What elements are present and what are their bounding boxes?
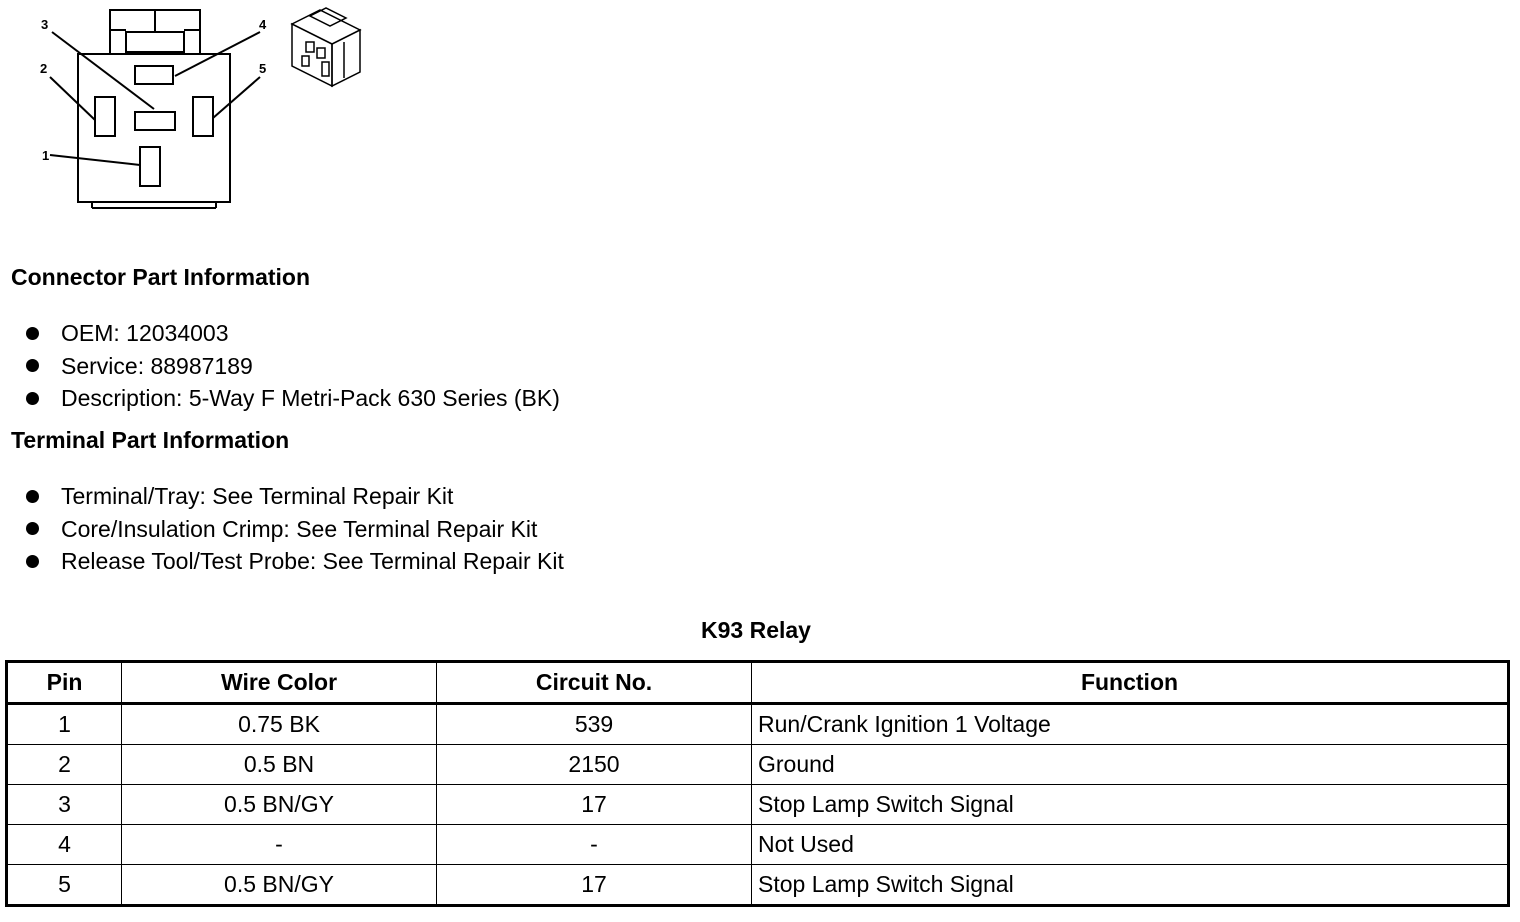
cell-function: Run/Crank Ignition 1 Voltage (752, 704, 1509, 745)
cell-function: Stop Lamp Switch Signal (752, 865, 1509, 906)
connector-oem: OEM: 12034003 (61, 320, 229, 346)
terminal-info-heading: Terminal Part Information (11, 427, 290, 453)
cell-pin: 2 (7, 745, 122, 785)
connector-info-heading: Connector Part Information (11, 264, 311, 290)
table-row (7, 745, 1509, 785)
list-item (26, 513, 564, 546)
cell-circuit-no: 17 (437, 865, 752, 906)
list-item (26, 480, 564, 513)
cell-circuit-no: 539 (437, 704, 752, 745)
pin-table (5, 660, 1510, 907)
cell-wire-color: 0.75 BK (122, 704, 437, 745)
list-item (26, 382, 560, 415)
table-row (7, 704, 1509, 745)
bullet-icon (26, 392, 39, 405)
table-row (7, 825, 1509, 865)
connector-service: Service: 88987189 (61, 352, 253, 379)
bullet-icon (26, 490, 39, 503)
cell-circuit-no: 2150 (437, 745, 752, 785)
connector-diagram (30, 0, 380, 215)
pin-label-2: 2 (40, 61, 48, 76)
connector-description: Description: 5-Way F Metri-Pack 630 Series (BK) (61, 385, 560, 411)
cell-pin: 4 (7, 825, 122, 865)
connector-iso-icon (292, 8, 360, 86)
bullet-icon (26, 359, 39, 372)
cell-pin: 1 (7, 704, 122, 745)
table-header-row (7, 662, 1509, 704)
cell-wire-color: 0.5 BN/GY (122, 785, 437, 825)
cavity-4 (135, 66, 173, 84)
cell-function: Stop Lamp Switch Signal (752, 785, 1509, 825)
terminal-release-tool: Release Tool/Test Probe: See Terminal Repair Kit (61, 548, 564, 574)
bullet-icon (26, 327, 39, 340)
cell-wire-color: 0.5 BN (122, 745, 437, 785)
cell-function: Ground (752, 745, 1509, 785)
cell-circuit-no: 17 (437, 785, 752, 825)
pin-label-1: 1 (42, 148, 50, 163)
list-item (26, 545, 564, 578)
header-function: Function (752, 662, 1509, 704)
terminal-tray: Terminal/Tray: See Terminal Repair Kit (61, 483, 454, 509)
cavity-3 (135, 112, 175, 130)
cell-wire-color: - (122, 825, 437, 865)
pin-label-3: 3 (41, 17, 49, 32)
terminal-crimp: Core/Insulation Crimp: See Terminal Repair Kit (61, 515, 538, 542)
cell-wire-color: 0.5 BN/GY (122, 865, 437, 906)
cell-function: Not Used (752, 825, 1509, 865)
cavity-2 (95, 97, 115, 136)
cell-circuit-no: - (437, 825, 752, 865)
list-item (26, 317, 560, 350)
bullet-icon (26, 522, 39, 535)
pin-label-4: 4 (259, 17, 267, 32)
table-title: K93 Relay (701, 617, 811, 643)
cell-pin: 5 (7, 865, 122, 906)
table-row (7, 785, 1509, 825)
bullet-icon (26, 555, 39, 568)
header-pin: Pin (7, 662, 122, 704)
cavity-1 (140, 147, 160, 186)
pin-label-5: 5 (259, 61, 267, 76)
cavity-5 (193, 97, 213, 136)
list-item (26, 350, 560, 383)
connector-body (78, 54, 230, 202)
terminal-info-list (26, 480, 564, 578)
connector-info-list (26, 317, 560, 415)
header-circuit-no: Circuit No. (437, 662, 752, 704)
table-row (7, 865, 1509, 906)
header-wire-color: Wire Color (122, 662, 437, 704)
cell-pin: 3 (7, 785, 122, 825)
